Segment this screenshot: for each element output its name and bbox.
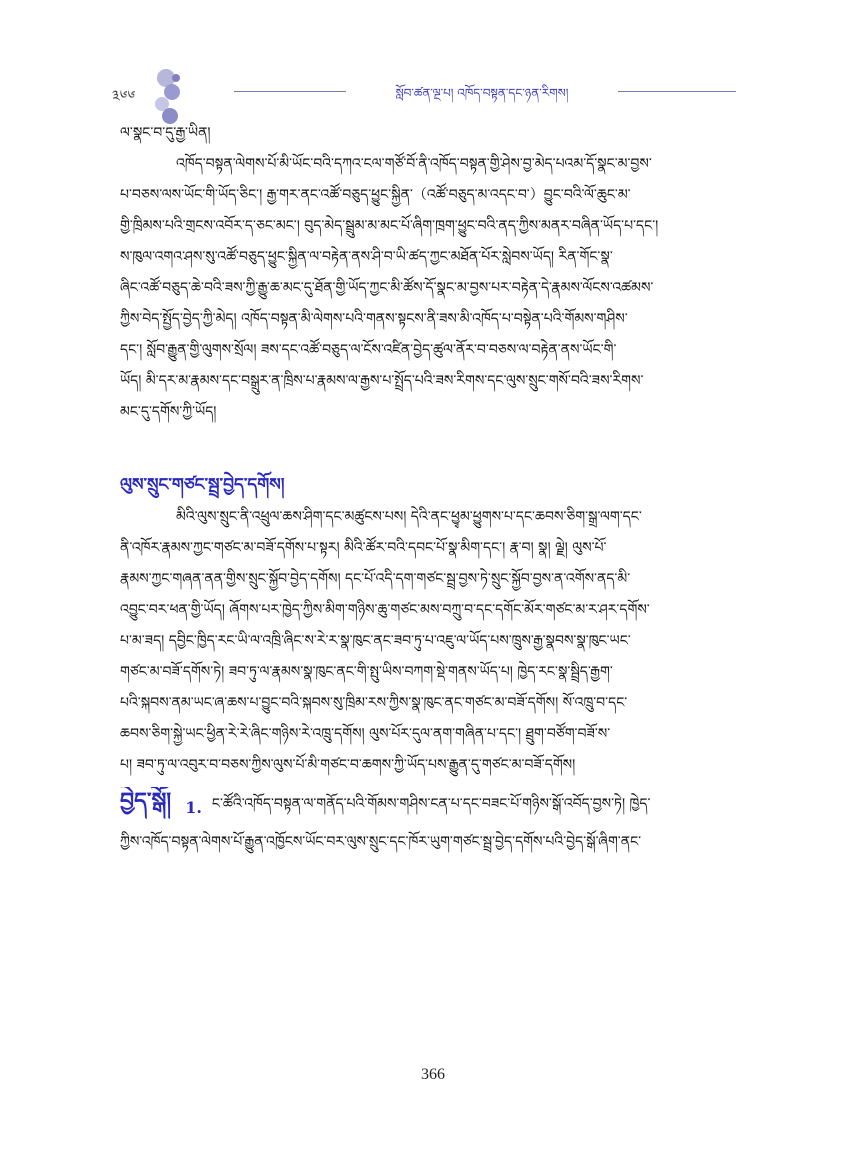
text-line: མང་དུ་དགོས་ཀྱི་ཡོད། xyxy=(120,404,217,420)
text-line: པ་བཅས་ལས་ཡོང་གི་ཡོད་ཅིང་། རྒྱ་གར་ནང་འཚོ་བཅུད་ཕྱུང་སྐྱིན་（འཚོ་བཅུད་མ་འདང་བ་）བྱུང་བའི་ལོ་ཆུང་མ་ xyxy=(120,187,631,203)
text-line: ནི་འཁོར་རྣམས་ཀྱང་གཙང་མ་བཟོ་དགོས་པ་སྟར། མིའི་ཚོར་བའི་དབང་པོ་སྣ་མིག་དང་། རྣ་བ། སྣ། ལྗེ། ལུས་པོ་ xyxy=(120,540,607,556)
activity-label: བྱེད་སྒོ། xyxy=(120,789,172,814)
page-number-top: ༣༦༦ xyxy=(112,87,136,105)
text-line: ས་ཁུལ་འགའ་ཤས་སུ་འཚོ་བཅུད་ཕྱུང་སྐྱིན་ལ་བརྟེན་ནས་ཤི་བ་ཡི་ཚད་ཀྱང་མཐོན་པོར་སླེབས་ཡོད། རིན་གོང་སྣ་ xyxy=(120,249,613,265)
text-line: ང་ཚོའི་འཁོད་བསྟན་ལ་གནོད་པའི་གོམས་གཤིས་ངན་པ་དང་བཟང་པོ་གཉིས་སྒོ་འབོད་བྱས་ཏེ། ཁྱེད་ xyxy=(211,796,651,812)
running-header: སློབ་ཚན་ལྔ་པ། འཁོད་བསྟན་དང་ཉན་རིགས། xyxy=(395,86,569,100)
text-line: ཀྱིས་བེད་སྤྱོད་བྱེད་ཀྱི་མེད། འཁོད་བསྟན་མི་ལེགས་པའི་གནས་སྟངས་ནི་ཟས་མི་འཁོད་པ་བསྟེན་པའི་གོམས་གཤིས་ xyxy=(120,311,628,327)
text-line: དང་། སློབ་རྒྱུན་གྱི་ལུགས་སྲོལ། ཟས་དང་འཚོ་བཅུད་ལ་ངོས་འཛིན་བྱེད་ཚུལ་ནོར་བ་བཅས་ལ་བརྟེན་ནས་ཡོང་གི་ xyxy=(120,342,617,358)
section-heading: ལུས་སྲུང་གཙང་སྦྲ་བྱེད་དགོས། xyxy=(120,475,285,495)
text-line: ཞིང་འཚོ་བཅུད་ཆེ་བའི་ཟས་ཀྱི་རྒྱུ་ཆ་མང་དུ་ཐོན་གྱི་ཡོད་ཀྱང་མི་ཚོས་དོ་སྣང་མ་བྱས་པར་བརྟེན་དེ་རྣམས་ལོངས་འཚམས་ xyxy=(120,280,654,296)
paragraph-2 xyxy=(120,502,746,781)
activity-number: 1. xyxy=(185,797,202,817)
text-line: འབྱུང་བར་ཕན་གྱི་ཡོད། ཞོགས་པར་ཁྱེད་ཀྱིས་མིག་གཉིས་ཆུ་གཙང་མས་བཀྲུ་བ་དང་དགོང་མོར་གཙང་མ་ར་ཤར་དགོས་ xyxy=(120,602,650,618)
text-line: ཀྱིས་འཁོད་བསྟན་ལེགས་པོ་རྒྱུན་འཁྱོངས་ཡོང་བར་ལུས་སྲུང་དང་ཁོར་ཡུག་གཙང་སྦྲ་བྱེད་དགོས་པའི་བྱེད་སྒོ་ཞིག་ནང་ xyxy=(120,834,642,850)
header-rule-left xyxy=(234,91,346,92)
activity-row xyxy=(120,787,746,827)
text-line: པའི་སྐབས་ནམ་ཡང་ཞ་ཆས་པ་བྱུང་བའི་སྐབས་སུ་ཁྲིམ་རས་ཀྱིས་སྣ་ཁུང་ནང་གཙང་མ་བཟོ་དགོས། སོ་འཁྲུ་བ་དང་ xyxy=(120,695,628,711)
paragraph-1 xyxy=(120,118,746,428)
page-content xyxy=(120,118,746,858)
text-line: མིའི་ལུས་སྲུང་ནི་འཕྲུལ་ཆས་ཤིག་དང་མཚུངས་པས། དེའི་ནང་ཕྱྭམ་ཕྱུགས་པ་དང་ཆབས་ཅིག་སྒྲ་ལག་དང་ xyxy=(176,509,642,525)
text-line: རྣམས་ཀྱང་གཞན་ནན་གྱིས་སྲུང་སྐྱོབ་བྱེད་དགོས། དང་པོ་འདི་དག་གཙང་སྦྲ་བྱས་ཏེ་སྲུང་སྐྱོབ་བྱས་ན་འགོས་ནད་མི་ xyxy=(120,571,631,587)
header-rule-right xyxy=(618,91,736,92)
text-line: འཁོད་བསྟན་ལེགས་པོ་མི་ཡོང་བའི་དཀའ་ངལ་གཙོ་བོ་ནི་འཁོད་བསྟན་གྱི་ཤེས་བྱ་མེད་པའམ་དོ་སྣང་མ་བྱས་ xyxy=(176,156,652,172)
text-line: ཡོད། མི་དར་མ་རྣམས་དང་བསྒྲུར་ན་ཁྲིས་པ་རྣམས་ལ་རྒྱས་པ་སྤྲོད་པའི་ཟས་རིགས་དང་ལུས་སྲུང་གསོ་བའི་ཟས་རིགས་ xyxy=(120,373,644,389)
page-number-bottom: 366 xyxy=(421,1066,445,1083)
text-line: པ། ཟབ་ཏུ་ལ་འབུར་བ་བཅས་ཀྱིས་ལུས་པོ་མི་གཙང་བ་ཆགས་ཀྱི་ཡོད་པས་རྒྱུན་དུ་གཙང་མ་བཟོ་དགོས། xyxy=(120,757,576,773)
text-line: པ་མ་ཟད། དབྱིང་ཁྱིད་རང་ཡི་ལ་འཁྲི་ཞིང་ས་རེ་ར་སྣ་ཁུང་ནང་ཟབ་ཏུ་པ་འཇུ་ལ་ཡོད་པས་ཁྲུས་རྒྱ་སྣབས་སྣ་ཁུང་ཡང་ xyxy=(120,633,631,649)
text-line: གྱི་ཁྲིམས་པའི་གྲངས་འབོར་ད་ཅང་མང་། བུད་མེད་སྦྲུམ་མ་མང་པོ་ཞིག་ཁྲག་ཕྱུང་བའི་ནད་ཀྱིས་མནར་བཞིན་ཡོད་པ་དང་། xyxy=(120,218,659,234)
text-line: ལ་སྣང་བ་དུ་རྒྱ་ཡིན། xyxy=(120,125,211,141)
text-line: གཙང་མ་བཟོ་དགོས་ཏེ། ཟབ་ཏུ་ལ་རྣམས་སྣ་ཁུང་ནང་གི་སྤུ་ཡིས་བཀག་སྡེ་གནས་ཡོད་པ། ཁྱེད་རང་སྣ་སྦྲིད་རྒྱག་ xyxy=(120,664,613,680)
text-line: ཆབས་ཅིག་སྐྱེ་ཡང་ཕྱིན་རེ་རེ་ཞིང་གཉིས་རེ་འཁྲུ་དགོས། ལུས་པོར་དུལ་ནག་གཞིན་པ་དང་། ཐྲུག་བཙོག་བཟོ་ས་ xyxy=(120,726,611,742)
